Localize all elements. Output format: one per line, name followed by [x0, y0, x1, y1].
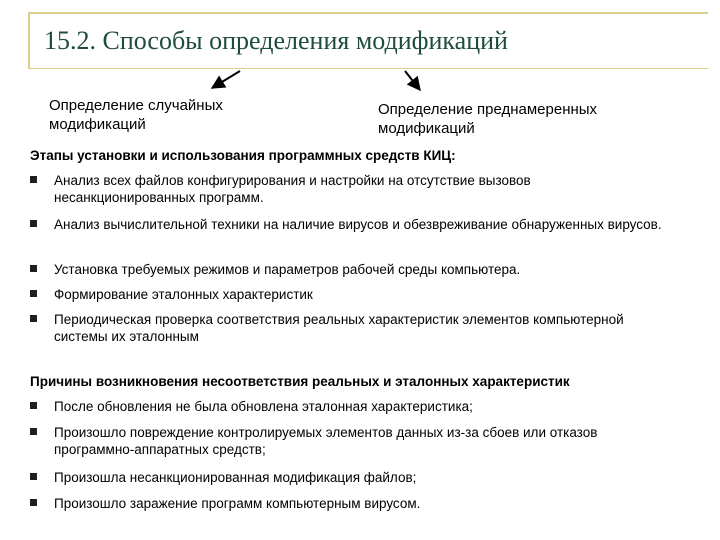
square-bullet-icon: [30, 428, 37, 435]
slide-title: 15.2. Способы определения модификаций: [44, 26, 508, 55]
arrow-right-icon: [405, 71, 420, 90]
square-bullet-icon: [30, 220, 37, 227]
section2-item-text: Произошло заражение программ компьютерным вирусом.: [54, 496, 421, 511]
section1-item-text: Установка требуемых режимов и параметров рабочей среды компьютера.: [54, 262, 521, 277]
section1-item-text: Формирование эталонных характеристик: [54, 287, 313, 302]
section1-item-text: Периодическая проверка соответствия реальных характеристик элементов компьютерной системы их эталонным: [54, 312, 624, 344]
method-intentional: Определение преднамеренных модификаций: [378, 101, 598, 137]
square-bullet-icon: [30, 290, 37, 297]
section2-heading: Причины возникновения несоответствия реальных и эталонных характеристик: [30, 374, 570, 389]
arrow-left-icon: [212, 71, 240, 88]
square-bullet-icon: [30, 473, 37, 480]
square-bullet-icon: [30, 499, 37, 506]
section1-item-text: Анализ вычислительной техники на наличие вирусов и обезвреживание обнаруженных вирусов.: [54, 217, 662, 232]
section2-item-text: Произошло повреждение контролируемых элементов данных из-за сбоев или отказов программно-аппаратных средств;: [54, 425, 598, 457]
square-bullet-icon: [30, 402, 37, 409]
section2-item-text: Произошла несанкционированная модификация файлов;: [54, 470, 417, 485]
section2-item-text: После обновления не была обновлена эталонная характеристика;: [54, 399, 473, 414]
square-bullet-icon: [30, 315, 37, 322]
section1-item-text: Анализ всех файлов конфигурирования и настройки на отсутствие вызовов несанкционированных программ.: [54, 173, 531, 205]
square-bullet-icon: [30, 176, 37, 183]
method-random: Определение случайных модификаций: [49, 97, 223, 133]
section1-heading: Этапы установки и использования программных средств КИЦ:: [30, 148, 456, 163]
square-bullet-icon: [30, 265, 37, 272]
